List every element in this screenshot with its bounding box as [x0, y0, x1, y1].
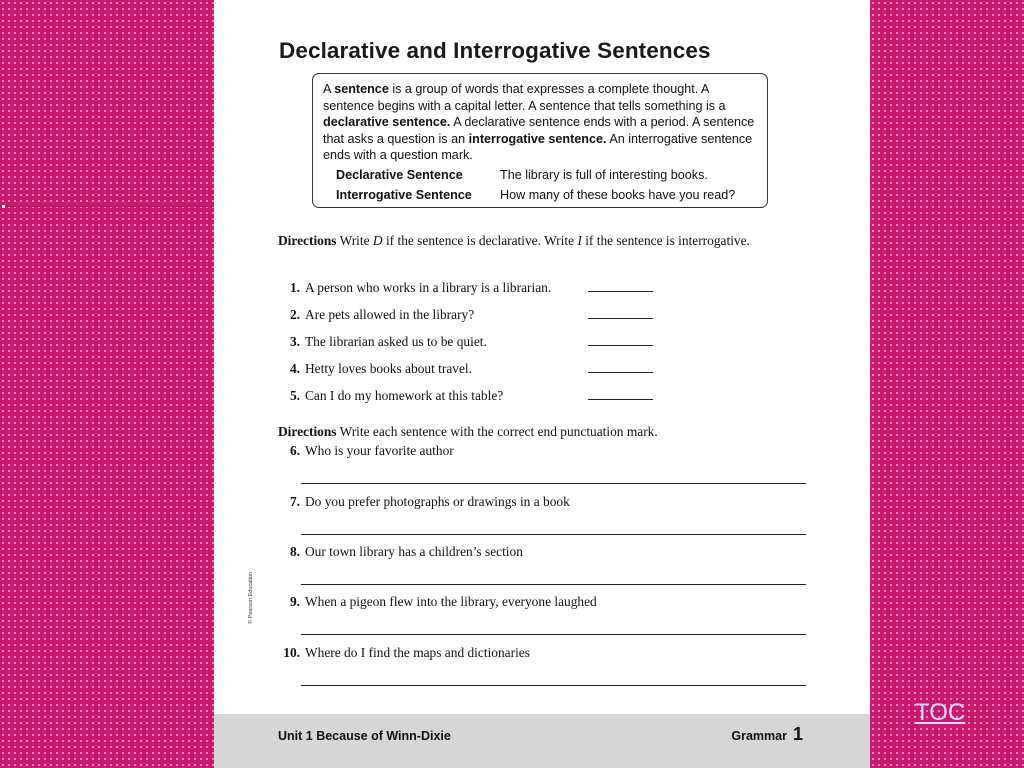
directions-1: Directions Write D if the sentence is declarative. Write I if the sentence is interrogative.: [278, 233, 750, 248]
answer-line[interactable]: [301, 534, 806, 535]
decorative-line: [0, 206, 214, 207]
example-label: Interrogative Sentence: [336, 187, 472, 202]
example-row: [323, 185, 758, 205]
term-declarative: declarative sentence.: [323, 115, 451, 130]
list-item: 2. Are pets allowed in the library?: [289, 307, 475, 322]
page-number: 1: [792, 724, 803, 744]
answer-line[interactable]: [588, 291, 653, 292]
answer-line[interactable]: [301, 634, 806, 635]
footer-unit: Unit 1 Because of Winn-Dixie: [278, 729, 451, 743]
answer-line[interactable]: [588, 318, 653, 319]
copyright-notice: © Pearson Education: [248, 571, 254, 624]
answer-line[interactable]: [301, 584, 806, 585]
list-item: 5. Can I do my homework at this table?: [289, 388, 504, 403]
examples: [323, 166, 758, 205]
toc-link[interactable]: TOC: [915, 699, 966, 726]
list-item: 1. A person who works in a library is a librarian.: [289, 280, 552, 295]
rule-box: [312, 73, 768, 208]
worksheet-page: [214, 0, 870, 768]
example-text: The library is full of interesting books.: [500, 168, 708, 183]
term-sentence: sentence: [334, 82, 389, 96]
decorative-dot: [2, 205, 5, 208]
term-interrogative: interrogative sentence.: [468, 131, 607, 146]
footer-page-label: Grammar 1: [731, 724, 803, 744]
answer-line[interactable]: [588, 399, 653, 400]
list-item: 4. Hetty loves books about travel.: [289, 361, 472, 376]
example-label: Declarative Sentence: [336, 168, 463, 183]
list-item: 7. Do you prefer photographs or drawings in a book: [289, 494, 570, 509]
worksheet-title: Declarative and Interrogative Sentences: [279, 38, 711, 63]
answer-line[interactable]: [301, 483, 806, 484]
directions-2: Directions Write each sentence with the correct end punctuation mark.: [278, 424, 658, 439]
answer-line[interactable]: [301, 685, 806, 686]
rule-text: A sentence is a group of words that expresses a complete thought. A sentence begins with a capital letter. A sentence that tells something is a declarative sentence. A declarative sentence ends with a period. A sentence that asks a question is an interrogative sentence. An interrogative sentence ends with a question mark.: [323, 82, 755, 163]
answer-line[interactable]: [588, 345, 653, 346]
answer-line[interactable]: [588, 372, 653, 373]
list-item: 9. When a pigeon flew into the library, everyone laughed: [289, 594, 597, 609]
list-item: 10. Where do I find the maps and dictionaries: [283, 645, 530, 660]
list-item: 6. Who is your favorite author: [289, 443, 454, 458]
page-footer: [214, 714, 870, 768]
list-item: 8. Our town library has a children’s section: [289, 544, 523, 559]
example-row: [323, 166, 758, 186]
example-text: How many of these books have you read?: [500, 187, 736, 202]
list-item: 3. The librarian asked us to be quiet.: [289, 334, 487, 349]
